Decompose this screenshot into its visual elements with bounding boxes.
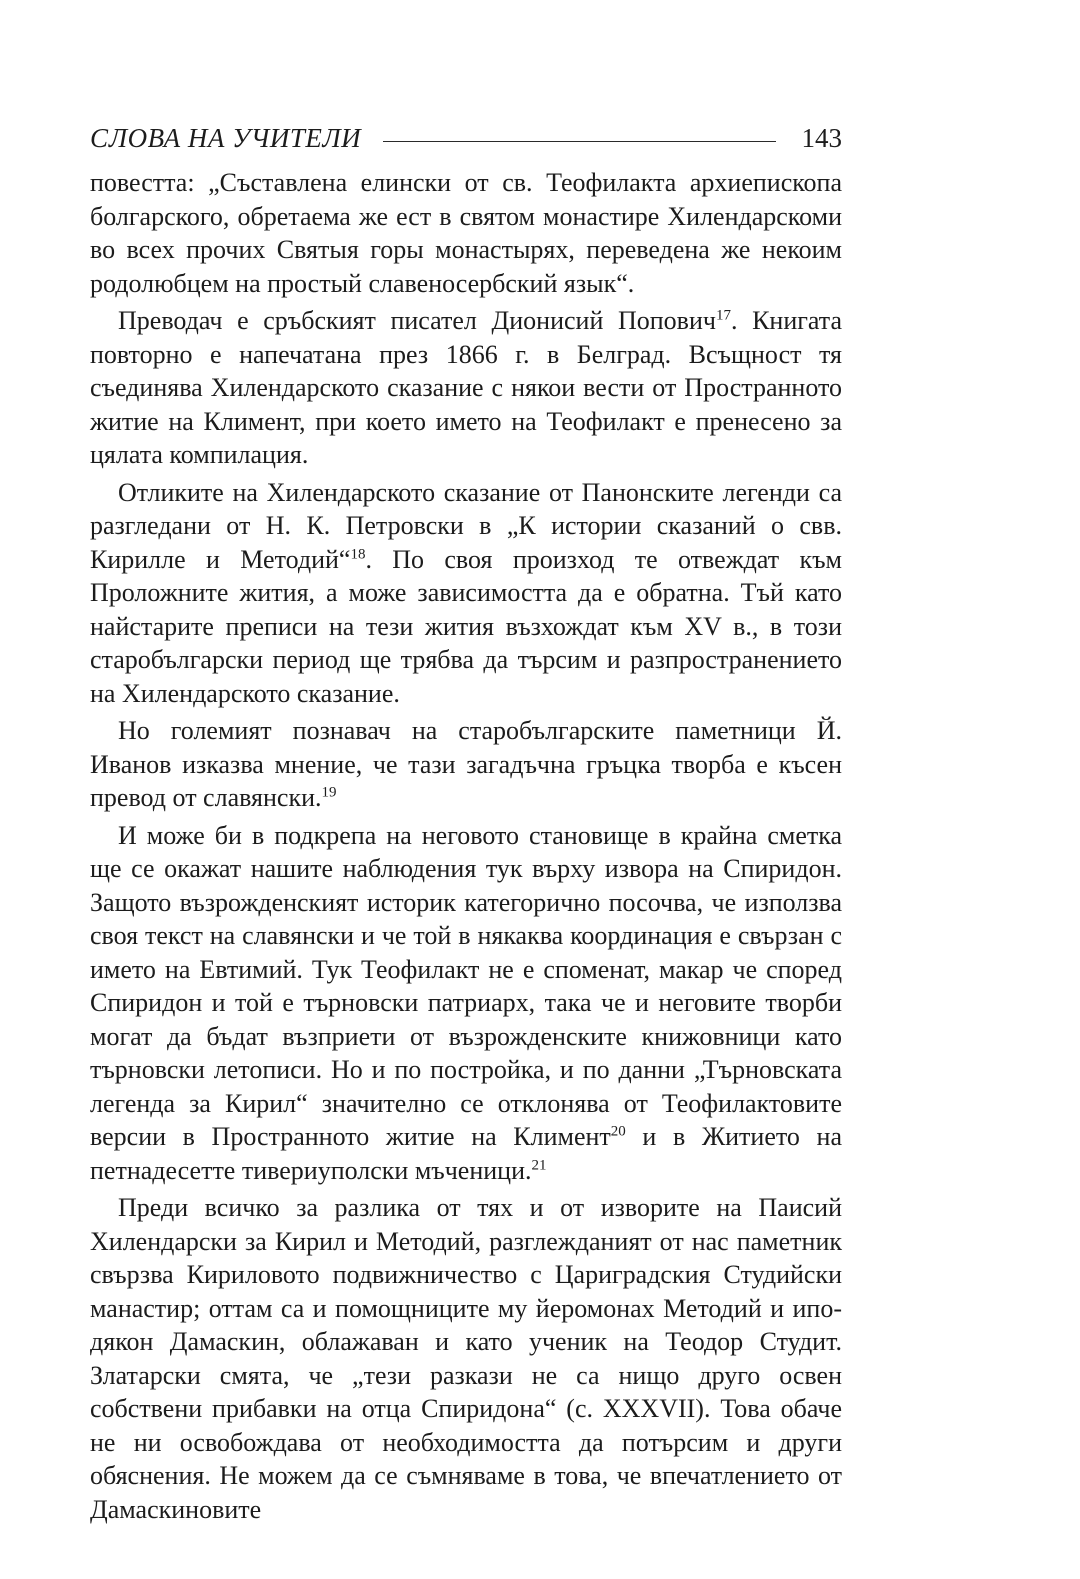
page-number: 143 (801, 122, 842, 153)
paragraph (90, 714, 842, 815)
paragraph-text: Но големият познавач на старобългарските паметници Й. Иванов изказва мнение, че тази загадъчна гръцка творба е късен превод от славянски. (90, 716, 842, 812)
header-rule (383, 141, 775, 142)
footnote-marker: 18 (350, 545, 366, 562)
paragraph-text: Отликите на Хилендарското сказание от Панонските легенди са разгледани от Н. К. Петровски в „К истории сказаний о свв. Кирилле и Методий“ (90, 477, 842, 574)
paragraph-text: . По своя произход те отвеждат към Проложните жития, а може зависимостта да е обратна. Тъй като найстарите преписи на тези жития възхождат към XV в., в този старобългарски период ще трябва да търсим и разпространението на Хилендарското сказание. (90, 544, 842, 708)
paragraph-text: И може би в подкрепа на неговото становище в крайна сметка ще се окажат нашите наблюдения тук върху извора на Спиридон. Защото възрожденският историк категорично посочва, че използва своя текст на славянски и че той в някаква координация е свързан с името на Евтимий. Тук Теофилакт не е споменат, макар че според Спиридон и той е търновски патриарх, така че и неговите творби могат да бъдат възприети от възрожденските книжовници като търновски летописи. Но и по постройка, и по данни „Търновската легенда за Кирил“ значително се отклонява от Теофилактовите версии в Пространното житие на Климент (90, 820, 842, 1151)
book-page (90, 118, 842, 1530)
paragraph (90, 476, 842, 711)
paragraph-text: повестта: „Съставлена елински от св. Теофилакта архиепископа болгарского, обретаема же ест в святом монастире Хилендарскоми во всех прочих Святыя горы монастырях, переведена же некоим родолюбцем на простый славеносербский язык“. (90, 168, 842, 298)
running-title: СЛОВА НА УЧИТЕЛИ (90, 122, 362, 153)
footnote-marker: 20 (610, 1123, 626, 1140)
footnote-marker: 21 (531, 1156, 547, 1173)
running-header (90, 118, 842, 158)
paragraph (90, 819, 842, 1188)
paragraph-text: Преди всичко за разлика от тях и от изворите на Паисий Хилендарски за Кирил и Методий, разглежданият от нас паметник свързва Кириловото подвижничество с Цариградския Студийски манастир; оттам са и помощниците му йеромонах Методий и иподякон Дамаскин, облажаван и като ученик на Теодор Студит. Златарски смята, че „тези разкази не са нищо друго освен собствени прибавки на отца Спиридона“ (с. XXXVII). Това обаче не ни освобождава от необходимостта да потърсим и други обяснения. Не можем да се съмняваме в това, че впечатлението от Дамаскиновите (90, 1193, 842, 1524)
paragraph (90, 166, 842, 300)
footnote-marker: 19 (321, 784, 337, 801)
paragraph (90, 1191, 842, 1526)
paragraph-text: и в Житието на петнадесетте тивериуполски мъченици. (90, 1122, 842, 1185)
body-text (90, 166, 842, 1526)
paragraph-text: . Книгата повторно е напечатана през 1866 г. в Белград. Всъщност тя съединява Хилендарското сказание с някои вести от Пространното житие на Климент, при което името на Теофилакт е пренесено за цялата компилация. (90, 306, 842, 469)
footnote-marker: 17 (715, 307, 731, 324)
paragraph (90, 304, 842, 472)
paragraph-text: Преводач е сръбският писател Дионисий Попович (118, 306, 716, 335)
